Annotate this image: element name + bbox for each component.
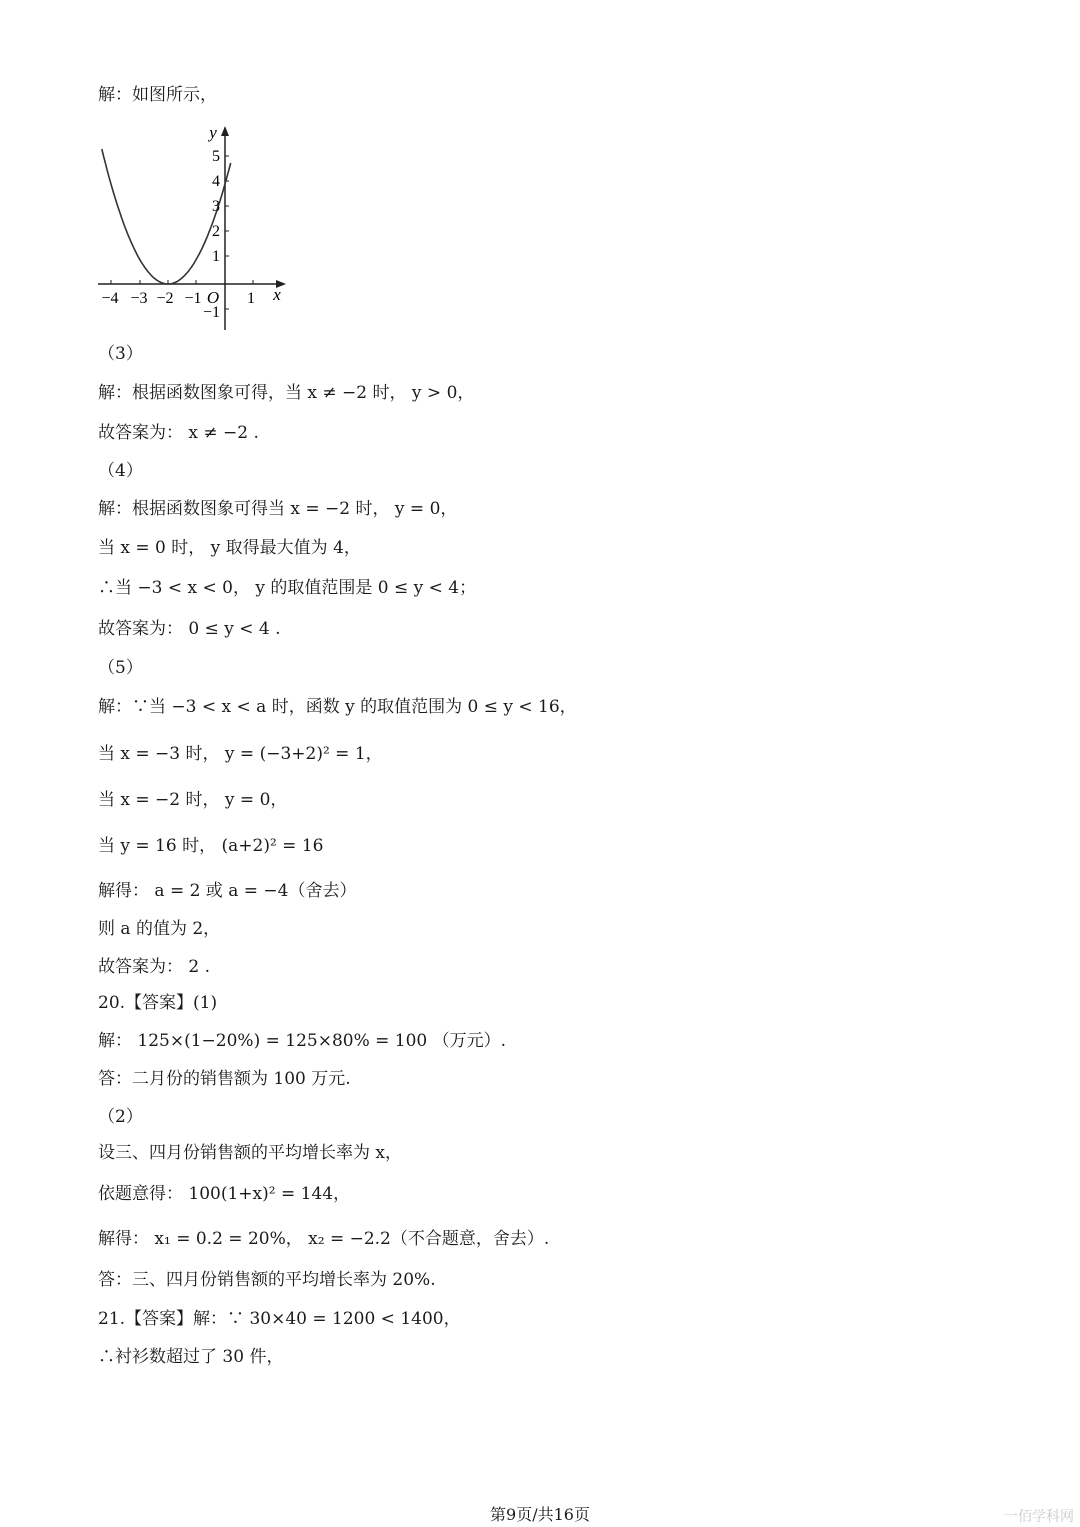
solution-line: 20.【答案】(1) [98,993,218,1013]
y-axis-arrow [221,126,229,136]
solution-line: 21.【答案】解：∵ 30×40 = 1200 < 1400， [98,1309,461,1329]
x-tick-label: −4 [101,290,119,307]
y-tick-label: 4 [212,173,220,190]
x-tick-label: 1 [247,290,255,307]
solution-line: 则 a 的值为 2， [98,919,221,939]
solution-line: 解得： a = 2 或 a = −4（舍去） [98,881,357,901]
solution-line: 当 y = 16 时， (a+2)² = 16 [98,836,324,856]
parabola-graph-svg [96,120,296,335]
solution-line: 解：∵当 −3 < x < a 时，函数 y 的取值范围为 0 ≤ y < 16， [98,697,577,717]
solution-line: （2） [98,1107,143,1127]
solution-line: 故答案为： x ≠ −2 . [98,423,259,443]
solution-line: 依题意得： 100(1+x)² = 144， [98,1184,351,1204]
y-tick-label: 2 [212,223,220,240]
solution-line: 解得： x₁ = 0.2 = 20%， x₂ = −2.2（不合题意，舍去）. [98,1229,550,1249]
watermark: 一佰学科网 [1004,1509,1074,1525]
solution-line: （4） [98,461,143,481]
x-tick-label: −1 [184,290,202,307]
solution-line: 答：二月份的销售额为 100 万元. [98,1069,351,1089]
page-number: 第9页/共16页 [490,1505,590,1524]
x-tick-label: −2 [156,290,174,307]
origin-label: O [206,288,220,307]
y-tick-label: −1 [202,304,220,321]
y-tick-label: 5 [212,148,220,165]
solution-line: 答：三、四月份销售额的平均增长率为 20%. [98,1270,436,1290]
solution-line: （3） [98,344,143,364]
y-tick-label: 1 [212,248,220,265]
solution-line: 故答案为： 0 ≤ y < 4 . [98,619,281,639]
solution-line: 解： 125×(1−20%) = 125×80% = 100 （万元）. [98,1031,507,1051]
y-tick-label: 3 [212,198,220,215]
solution-line: 当 x = −3 时， y = (−3+2)² = 1， [98,744,383,764]
solution-line: 解：根据函数图象可得当 x = −2 时， y = 0， [98,499,458,519]
solution-line: ∴当 −3 < x < 0， y 的取值范围是 0 ≤ y < 4； [98,578,477,598]
parabola-graph [96,120,296,340]
x-axis-label: x [273,285,281,304]
solution-line: （5） [98,658,143,678]
solution-line: 设三、四月份销售额的平均增长率为 x， [98,1143,402,1163]
x-tick-label: −3 [130,290,148,307]
y-axis-label: y [209,123,217,142]
solution-line: 故答案为： 2 . [98,957,211,977]
solution-line: 当 x = 0 时， y 取得最大值为 4， [98,538,361,558]
solution-line: 解：根据函数图象可得，当 x ≠ −2 时， y > 0， [98,383,475,403]
solution-line: ∴衬衫数超过了 30 件， [98,1347,284,1367]
solution-line: 解：如图所示， [98,85,217,105]
solution-line: 当 x = −2 时， y = 0， [98,790,288,810]
